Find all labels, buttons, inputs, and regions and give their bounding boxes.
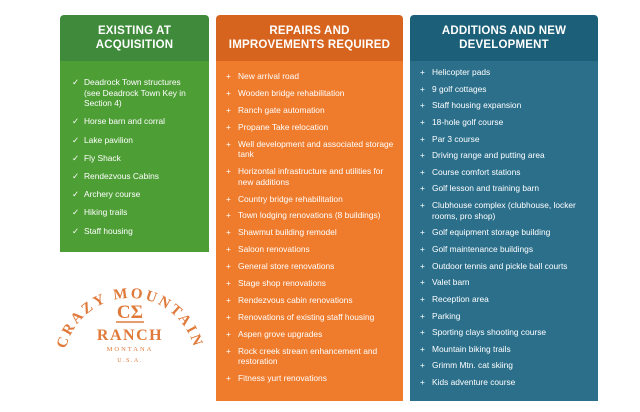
- list-item: [224, 227, 395, 238]
- list-item-label: Clubhouse complex (clubhouse, locker rooms, pro shop): [432, 200, 576, 221]
- list-item-label: Fitness yurt renovations: [238, 373, 327, 384]
- logo-arc-text: CRAZY MOUNTAIN: [54, 285, 206, 351]
- list-item: [418, 150, 590, 161]
- list-item: [418, 227, 590, 238]
- list-item-label: Reception area: [432, 293, 489, 304]
- list-item: [418, 244, 590, 255]
- plus-icon: +: [226, 210, 231, 221]
- repairs-header: REPAIRS AND IMPROVEMENTS REQUIRED: [216, 15, 403, 61]
- plus-icon: +: [226, 166, 231, 177]
- plus-icon: +: [420, 133, 425, 144]
- list-item: [224, 295, 395, 306]
- plus-icon: +: [420, 310, 425, 321]
- list-item-label: Propane Take relocation: [238, 121, 329, 132]
- list-item-label: Horse barn and corral: [84, 116, 165, 127]
- plus-icon: +: [420, 293, 425, 304]
- logo-state-text: MONTANA: [106, 346, 154, 353]
- repairs-list: [216, 61, 403, 401]
- list-item-label: Deadrock Town structures (see Deadrock Town Key in Section 4): [84, 77, 186, 109]
- plus-icon: +: [420, 100, 425, 111]
- additions-list: [410, 61, 598, 401]
- list-item-label: Town lodging renovations (8 buildings): [238, 210, 381, 221]
- repairs-column: [216, 15, 403, 401]
- list-item-label: Helicopter pads: [432, 67, 491, 77]
- plus-icon: +: [226, 373, 231, 384]
- list-item: [418, 200, 590, 221]
- list-item-label: Parking: [432, 310, 461, 321]
- plus-icon: +: [226, 244, 231, 255]
- list-item: [224, 346, 395, 367]
- additions-header: ADDITIONS AND NEW DEVELOPMENT: [410, 15, 598, 61]
- list-item-label: Shawmut building remodel: [238, 227, 337, 238]
- list-item-label: Sporting clays shooting course: [432, 327, 547, 338]
- checkmark-icon: ✓: [72, 170, 80, 181]
- list-item: [418, 344, 590, 355]
- list-item-label: Mountain biking trails: [432, 343, 511, 354]
- list-item: [418, 84, 590, 95]
- list-item-label: Lake pavilion: [84, 134, 133, 145]
- list-item: [224, 329, 395, 340]
- list-item: [70, 171, 199, 182]
- checkmark-icon: ✓: [72, 116, 80, 127]
- list-item: [224, 88, 395, 99]
- plus-icon: +: [226, 311, 231, 322]
- plus-icon: +: [420, 360, 425, 371]
- list-item: [70, 135, 199, 146]
- checkmark-icon: ✓: [72, 134, 80, 145]
- crazy-mountain-ranch-logo: [50, 272, 210, 380]
- list-item-label: Country bridge rehabilitation: [238, 193, 343, 204]
- checkmark-icon: ✓: [72, 207, 80, 218]
- list-item-label: Grimm Mtn. cat skiing: [432, 360, 513, 371]
- list-item: [224, 105, 395, 116]
- list-item: [418, 327, 590, 338]
- checkmark-icon: ✓: [72, 225, 80, 236]
- list-item: [418, 134, 590, 145]
- plus-icon: +: [226, 104, 231, 115]
- list-item-label: 9 golf cottages: [432, 83, 487, 94]
- plus-icon: +: [226, 345, 231, 356]
- list-item-label: Fly Shack: [84, 152, 121, 163]
- list-item-label: Horizontal infrastructure and utilities for new additions: [238, 166, 384, 187]
- list-item-label: Rendezvous Cabins: [84, 170, 159, 181]
- list-item: [224, 210, 395, 221]
- list-item-label: 18-hole golf course: [432, 116, 504, 127]
- list-item: [70, 153, 199, 164]
- plus-icon: +: [226, 294, 231, 305]
- list-item-label: Driving range and putting area: [432, 150, 545, 161]
- plus-icon: +: [226, 261, 231, 272]
- list-item-label: Staff housing expansion: [432, 100, 522, 111]
- plus-icon: +: [226, 87, 231, 98]
- list-item: [224, 278, 395, 289]
- list-item: [224, 139, 395, 160]
- plus-icon: +: [226, 121, 231, 132]
- list-item: [418, 311, 590, 322]
- plus-icon: +: [226, 277, 231, 288]
- list-item: [418, 100, 590, 111]
- plus-icon: +: [420, 277, 425, 288]
- list-item: [418, 294, 590, 305]
- list-item: [70, 226, 199, 237]
- list-item-label: Golf maintenance buildings: [432, 244, 534, 254]
- existing-header: EXISTING AT ACQUISITION: [60, 15, 209, 61]
- plus-icon: +: [420, 200, 425, 211]
- plus-icon: +: [420, 327, 425, 338]
- list-item: [224, 373, 395, 384]
- plus-icon: +: [420, 83, 425, 94]
- list-item: [224, 122, 395, 133]
- plus-icon: +: [226, 71, 231, 81]
- plus-icon: +: [420, 116, 425, 127]
- logo-country-text: U.S.A.: [117, 358, 143, 364]
- plus-icon: +: [420, 227, 425, 238]
- plus-icon: +: [226, 328, 231, 339]
- list-item: [224, 244, 395, 255]
- list-item-label: Ranch gate automation: [238, 104, 325, 115]
- list-item: [70, 207, 199, 218]
- list-item: [224, 194, 395, 205]
- list-item-label: Aspen grove upgrades: [238, 328, 323, 339]
- list-item: [224, 261, 395, 272]
- plus-icon: +: [226, 138, 231, 149]
- plus-icon: +: [420, 377, 425, 388]
- list-item-label: New arrival road: [238, 71, 299, 81]
- list-item-label: Staff housing: [84, 225, 133, 236]
- list-item-label: Well development and associated storage tank: [238, 138, 394, 160]
- list-item-label: Saloon renovations: [238, 244, 310, 255]
- plus-icon: +: [420, 183, 425, 194]
- list-item: [418, 183, 590, 194]
- plus-icon: +: [420, 244, 425, 254]
- list-item: [418, 360, 590, 371]
- checkmark-icon: ✓: [72, 189, 80, 200]
- checkmark-icon: ✓: [72, 152, 80, 163]
- list-item: [70, 116, 199, 127]
- list-item-label: Rendezvous cabin renovations: [238, 294, 353, 305]
- list-item-label: Hiking trails: [84, 207, 128, 218]
- plus-icon: +: [420, 67, 425, 77]
- list-item-label: Renovations of existing staff housing: [238, 311, 375, 322]
- plus-icon: +: [420, 166, 425, 177]
- list-item-label: Rock creek stream enhancement and restoration: [238, 345, 378, 367]
- list-item: [418, 261, 590, 272]
- list-item-label: Stage shop renovations: [238, 277, 326, 288]
- list-item: [224, 312, 395, 323]
- list-item-label: Course comfort stations: [432, 166, 521, 177]
- list-item: [418, 117, 590, 128]
- plus-icon: +: [420, 150, 425, 161]
- list-item: [418, 377, 590, 388]
- list-item: [224, 71, 395, 82]
- checkmark-icon: ✓: [72, 77, 80, 87]
- list-item-label: Par 3 course: [432, 133, 480, 144]
- list-item: [224, 166, 395, 187]
- list-item-label: General store renovations: [238, 261, 335, 272]
- list-item: [70, 77, 199, 109]
- plus-icon: +: [420, 343, 425, 354]
- list-item: [418, 67, 590, 78]
- list-item-label: Golf equipment storage building: [432, 227, 551, 238]
- list-item-label: Wooden bridge rehabilitation: [238, 87, 345, 98]
- list-item-label: Outdoor tennis and pickle ball courts: [432, 260, 568, 271]
- existing-list: [60, 61, 209, 252]
- logo-monogram: CΣ: [116, 302, 144, 323]
- plus-icon: +: [226, 193, 231, 204]
- list-item-label: Golf lesson and training barn: [432, 183, 540, 194]
- list-item-label: Kids adventure course: [432, 377, 516, 388]
- list-item: [70, 189, 199, 200]
- logo-ranch-text: RANCH: [96, 327, 164, 344]
- list-item: [418, 167, 590, 178]
- plus-icon: +: [420, 260, 425, 271]
- list-item-label: Archery course: [84, 189, 141, 200]
- plus-icon: +: [226, 227, 231, 238]
- additions-column: [410, 15, 598, 401]
- existing-column: [60, 15, 209, 252]
- list-item: [418, 277, 590, 288]
- list-item-label: Valet barn: [432, 277, 470, 288]
